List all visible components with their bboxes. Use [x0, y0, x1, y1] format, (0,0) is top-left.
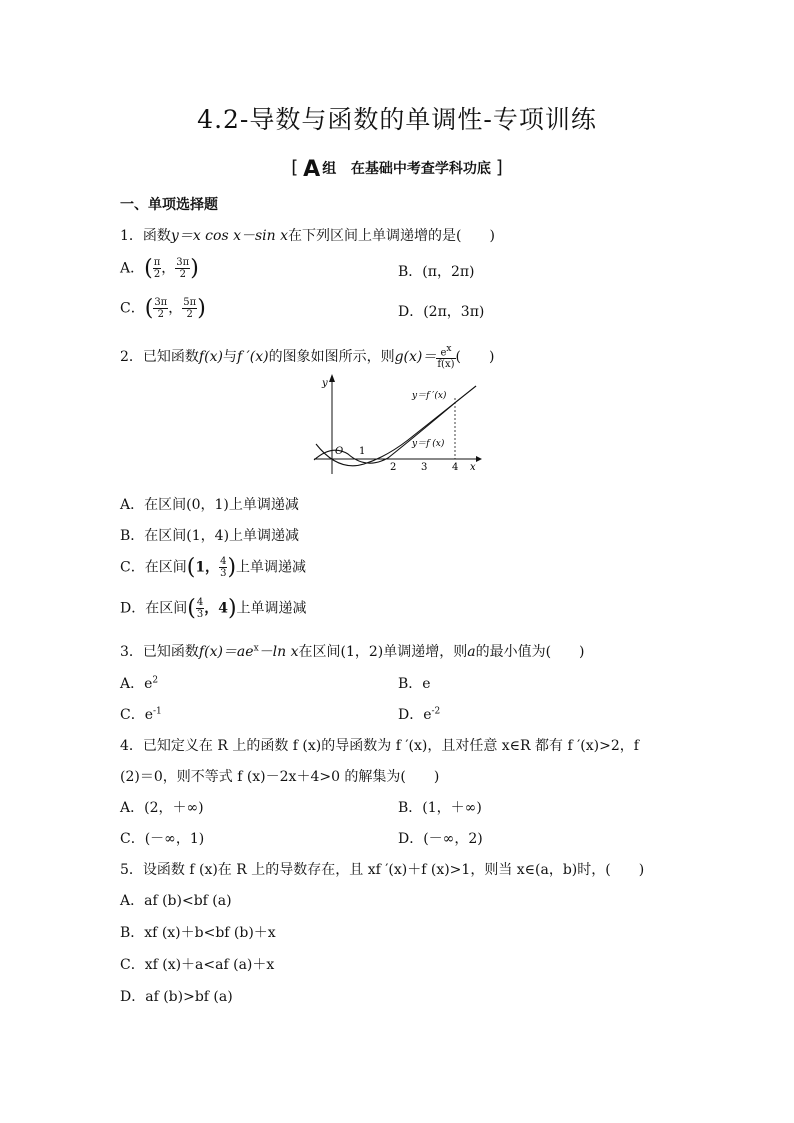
y-axis-label: y	[322, 378, 328, 389]
fraction: $\frac{4}{3}$	[196, 597, 204, 620]
q3-option-d[interactable]: D．$e^{-2}$	[398, 706, 441, 723]
group-label: 组	[322, 161, 337, 177]
origin-label: O	[335, 446, 344, 457]
q2-stem: 2．已知函数f(x)与f ′(x)的图象如图所示，则g(x)＝ $\frac{e^x}{f(x)}$ ( )	[120, 344, 495, 371]
q5-option-d[interactable]: D．af (b)>bf (a)	[120, 989, 233, 1005]
fraction: $\frac{3\pi}{2}$	[154, 297, 168, 320]
bracket-right: ]	[495, 157, 503, 178]
q2-option-c[interactable]: C．在区间(1， $\frac{4}{3}$ )上单调递减	[120, 555, 307, 580]
q4-option-c[interactable]: C．(－∞，1)	[120, 831, 205, 847]
group-text: 在基础中考查学科功底	[350, 161, 491, 177]
q1-option-a[interactable]: A．( $\frac{\pi}{2}$ ， $\frac{3\pi}{2}$ )	[120, 256, 199, 281]
group-badge: A	[303, 157, 321, 182]
q3-option-a[interactable]: A．$e^2$	[120, 675, 159, 692]
q2-option-b[interactable]: B．在区间(1，4)上单调递减	[120, 528, 300, 544]
bracket-left: [	[291, 157, 299, 178]
q4-option-d[interactable]: D．(－∞，2)	[398, 831, 483, 847]
q5-option-c[interactable]: C．xf (x)＋a<af (a)＋x	[120, 957, 275, 973]
q2-option-a[interactable]: A．在区间(0，1)上单调递减	[120, 497, 299, 513]
q3-option-b[interactable]: B．e	[398, 676, 431, 692]
x-axis-label: x	[470, 462, 476, 473]
q1-option-d[interactable]: D．(2π，3π)	[398, 304, 485, 320]
tick-label-3: 3	[421, 462, 428, 473]
section-heading: 一、单项选择题	[120, 197, 218, 213]
q1-option-b[interactable]: B．(π，2π)	[398, 264, 475, 280]
fraction: $\frac{5\pi}{2}$	[183, 297, 197, 320]
q4-option-a[interactable]: A．(2，＋∞)	[120, 800, 204, 816]
q2-option-d[interactable]: D．在区间( $\frac{4}{3}$ ，4)上单调递减	[120, 596, 307, 621]
label-derivative: y＝f ′(x)	[412, 391, 447, 401]
tick-label-1: 1	[359, 446, 366, 457]
page-title: 4.2-导数与函数的单调性-专项训练	[197, 105, 597, 134]
q3-option-c[interactable]: C．$e^{-1}$	[120, 706, 162, 723]
fraction: $\frac{4}{3}$	[220, 556, 227, 579]
x-arrow	[476, 456, 482, 462]
fraction: $\frac{3\pi}{2}$	[176, 257, 190, 280]
q1-option-c[interactable]: C．( $\frac{3\pi}{2}$ ， $\frac{5\pi}{2}$ )	[120, 296, 206, 321]
label-function: y＝f (x)	[412, 439, 445, 449]
q4-option-b[interactable]: B．(1，＋∞)	[398, 800, 482, 816]
q5-option-a[interactable]: A．af (b)<bf (a)	[120, 893, 232, 909]
q4-stem-line2: (2)＝0，则不等式 f (x)－2x＋4>0 的解集为( )	[120, 769, 440, 785]
tick-label-4: 4	[452, 462, 459, 473]
tick-label-2: 2	[390, 462, 397, 473]
fraction: $\frac{e^x}{f(x)}$	[437, 344, 455, 371]
q5-stem: 5．设函数 f (x)在 R 上的导数存在，且 xf ′(x)＋f (x)>1，则当 x∈(a，b)时，( )	[120, 862, 645, 878]
function-graph	[308, 374, 483, 474]
q4-stem-line1: 4．已知定义在 R 上的函数 f (x)的导函数为 f ′(x)，且对任意 x∈R 都有 f ′(x)>2，f	[120, 738, 639, 754]
q1-stem: 1．函数y＝x cos x－sin x在下列区间上单调递增的是( )	[120, 228, 495, 244]
y-arrow	[329, 374, 335, 382]
q5-option-b[interactable]: B．xf (x)＋b<bf (b)＋x	[120, 925, 276, 941]
fraction: $\frac{\pi}{2}$	[153, 257, 161, 280]
q3-stem: 3．已知函数$f(x)=ae^x-\ln$ x在区间(1，2)单调递增，则a的最小值为( )	[120, 643, 585, 660]
group-heading	[0, 157, 794, 182]
